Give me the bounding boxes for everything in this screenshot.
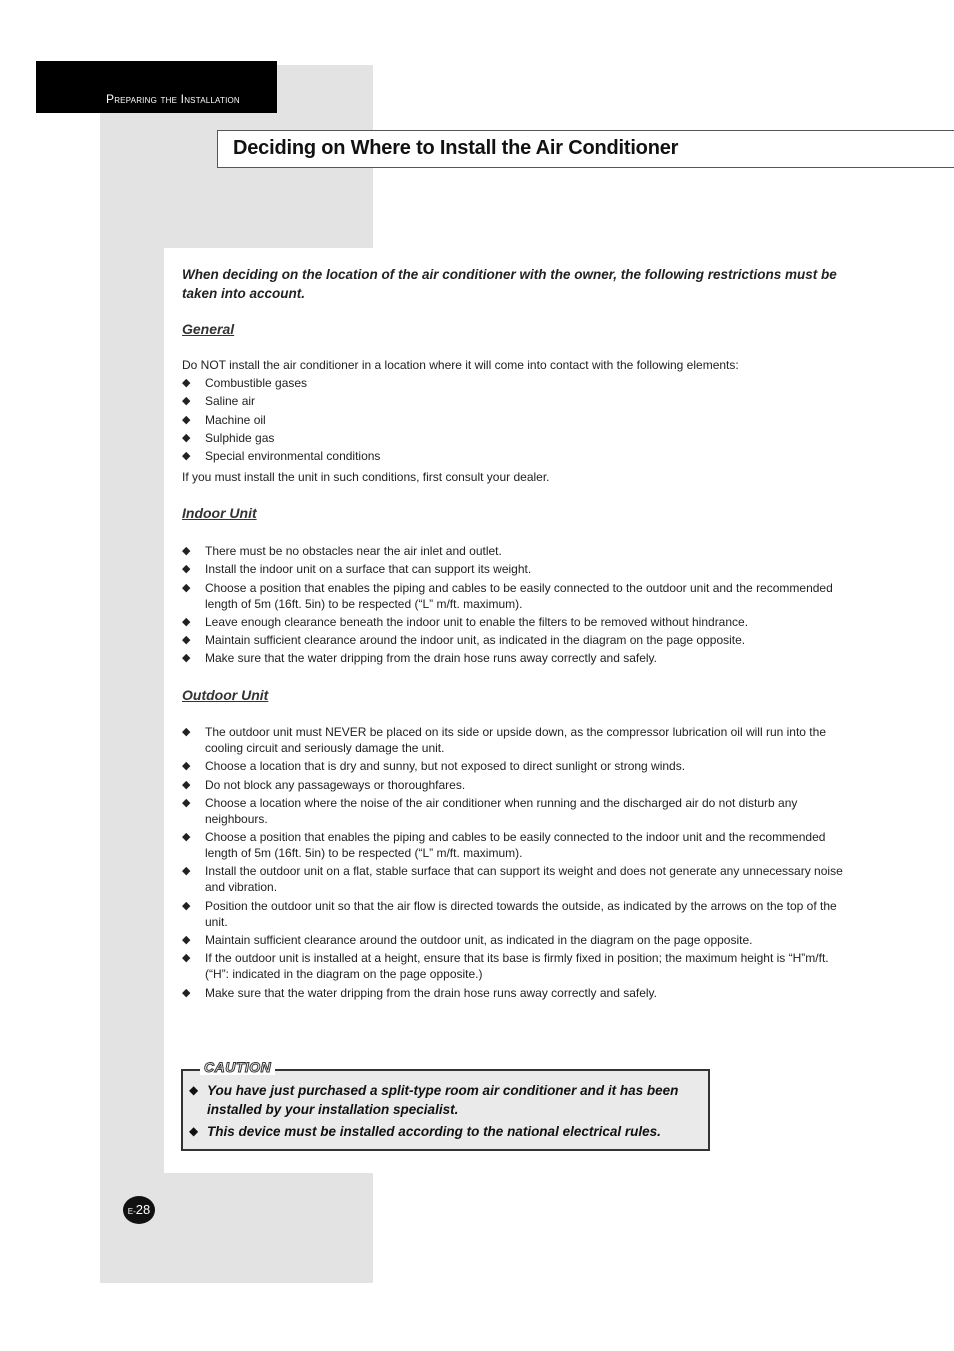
list-item-text: Maintain sufficient clearance around the outdoor unit, as indicated in the diagram on the page opposite. xyxy=(205,933,753,948)
list-item xyxy=(182,430,852,446)
list-item xyxy=(182,724,852,756)
list-item xyxy=(182,985,852,1001)
list-item-text: There must be no obstacles near the air inlet and outlet. xyxy=(205,544,502,558)
caution-list xyxy=(189,1081,699,1144)
title-box xyxy=(217,130,954,168)
list-item xyxy=(182,777,852,793)
diamond-bullet-icon: ◆ xyxy=(189,1124,199,1138)
general-lead: Do NOT install the air conditioner in a location where it will come into contact with the following elements: xyxy=(182,358,739,372)
list-item xyxy=(182,543,852,559)
list-item xyxy=(182,898,852,930)
list-item xyxy=(182,758,852,774)
diamond-bullet-icon: ◆ xyxy=(182,377,191,389)
list-item-text: Position the outdoor unit so that the air flow is directed towards the outside, as indicated by the arrows on the top of the unit. xyxy=(205,898,837,929)
page-number: 28 xyxy=(135,1202,151,1217)
list-item-text: Combustible gases xyxy=(205,376,308,390)
list-item-text: Make sure that the water dripping from the drain hose runs away correctly and safely. xyxy=(205,985,657,1000)
outdoor-list xyxy=(182,724,852,1003)
list-item xyxy=(189,1081,699,1119)
list-item xyxy=(182,448,852,464)
diamond-bullet-icon: ◆ xyxy=(182,634,191,647)
diamond-bullet-icon: ◆ xyxy=(182,395,191,408)
list-item xyxy=(182,375,852,391)
list-item xyxy=(182,795,852,827)
diamond-bullet-icon: ◆ xyxy=(182,726,191,738)
list-item xyxy=(182,932,852,948)
page-number-badge xyxy=(123,1196,155,1224)
list-item-text: Choose a location where the noise of the air conditioner when running and the discharged air do not disturb any neighbours. xyxy=(205,795,798,826)
indoor-list xyxy=(182,543,852,669)
diamond-bullet-icon: ◆ xyxy=(182,581,191,594)
general-list xyxy=(182,375,852,466)
list-item-text: Choose a position that enables the piping and cables to be easily connected to the outdoor unit and the recommended length of 5m (16ft. 5in) to be respected (“L” m/ft. maximum). xyxy=(205,580,833,611)
diamond-bullet-icon: ◆ xyxy=(189,1083,199,1097)
list-item-text: Machine oil xyxy=(205,412,266,427)
caution-label: CAUTION xyxy=(200,1059,275,1075)
list-item xyxy=(182,632,852,648)
list-item-text: Maintain sufficient clearance around the indoor unit, as indicated in the diagram on the page opposite. xyxy=(205,633,746,648)
diamond-bullet-icon: ◆ xyxy=(182,934,191,947)
list-item xyxy=(182,561,852,577)
list-item-text: Do not block any passageways or thoroughfares. xyxy=(205,777,466,792)
outdoor-heading: Outdoor Unit xyxy=(182,687,269,703)
diamond-bullet-icon: ◆ xyxy=(182,952,191,965)
list-item-text: This device must be installed according to the national electrical rules. xyxy=(207,1124,661,1139)
list-item-text: Install the outdoor unit on a flat, stable surface that can support its weight and does not generate any unnecessary noise and vibration. xyxy=(205,864,843,895)
intro-text: When deciding on the location of the air conditioner with the owner, the following restrictions must be taken into account. xyxy=(182,267,837,301)
diamond-bullet-icon: ◆ xyxy=(182,563,191,576)
general-note: If you must install the unit in such conditions, first consult your dealer. xyxy=(182,470,550,484)
list-item xyxy=(189,1122,699,1141)
list-item-text: Make sure that the water dripping from the drain hose runs away correctly and safely. xyxy=(205,651,657,666)
section-tab xyxy=(36,61,277,113)
list-item xyxy=(182,829,852,861)
list-item-text: Special environmental conditions xyxy=(205,449,381,464)
diamond-bullet-icon: ◆ xyxy=(182,796,191,809)
list-item-text: You have just purchased a split-type room air conditioner and it has been installed by your installation specialist. xyxy=(207,1083,679,1117)
diamond-bullet-icon: ◆ xyxy=(182,831,191,844)
list-item-text: The outdoor unit must NEVER be placed on its side or upside down, as the compressor lubrication oil will run into the cooling circuit and seriously damage the unit. xyxy=(205,725,826,755)
list-item xyxy=(182,393,852,409)
diamond-bullet-icon: ◆ xyxy=(182,778,191,791)
diamond-bullet-icon: ◆ xyxy=(182,986,191,999)
list-item-text: Choose a position that enables the piping and cables to be easily connected to the indoor unit and the recommended length of 5m (16ft. 5in) to be respected (“L” m/ft. maximum). xyxy=(205,830,826,861)
list-item-text: Install the indoor unit on a surface that can support its weight. xyxy=(205,562,532,577)
diamond-bullet-icon: ◆ xyxy=(182,431,191,444)
diamond-bullet-icon: ◆ xyxy=(182,615,191,628)
diamond-bullet-icon: ◆ xyxy=(182,450,191,463)
diamond-bullet-icon: ◆ xyxy=(182,545,191,557)
list-item xyxy=(182,614,852,630)
page-title: Deciding on Where to Install the Air Conditioner xyxy=(233,137,679,159)
list-item-text: Choose a location that is dry and sunny, but not exposed to direct sunlight or strong winds. xyxy=(205,759,686,774)
list-item-text: Sulphide gas xyxy=(205,430,275,445)
diamond-bullet-icon: ◆ xyxy=(182,413,191,426)
diamond-bullet-icon: ◆ xyxy=(182,652,191,665)
diamond-bullet-icon: ◆ xyxy=(182,760,191,773)
list-item xyxy=(182,580,852,612)
indoor-heading: Indoor Unit xyxy=(182,505,257,521)
list-item-text: Saline air xyxy=(205,394,256,409)
general-heading: General xyxy=(182,321,235,337)
list-item xyxy=(182,863,852,895)
diamond-bullet-icon: ◆ xyxy=(182,899,191,912)
list-item xyxy=(182,950,852,982)
list-item xyxy=(182,650,852,666)
list-item-text: Leave enough clearance beneath the indoor unit to enable the filters to be removed without hindrance. xyxy=(205,614,749,629)
list-item xyxy=(182,412,852,428)
page-number-prefix: E- xyxy=(127,1207,136,1216)
list-item-text: If the outdoor unit is installed at a height, ensure that its base is firmly fixed in position; the maximum height is “H”m/ft. (“H”: indicated in the diagram on the page opposite.) xyxy=(205,951,829,982)
section-name: Preparing the Installation xyxy=(106,92,240,106)
diamond-bullet-icon: ◆ xyxy=(182,865,191,878)
